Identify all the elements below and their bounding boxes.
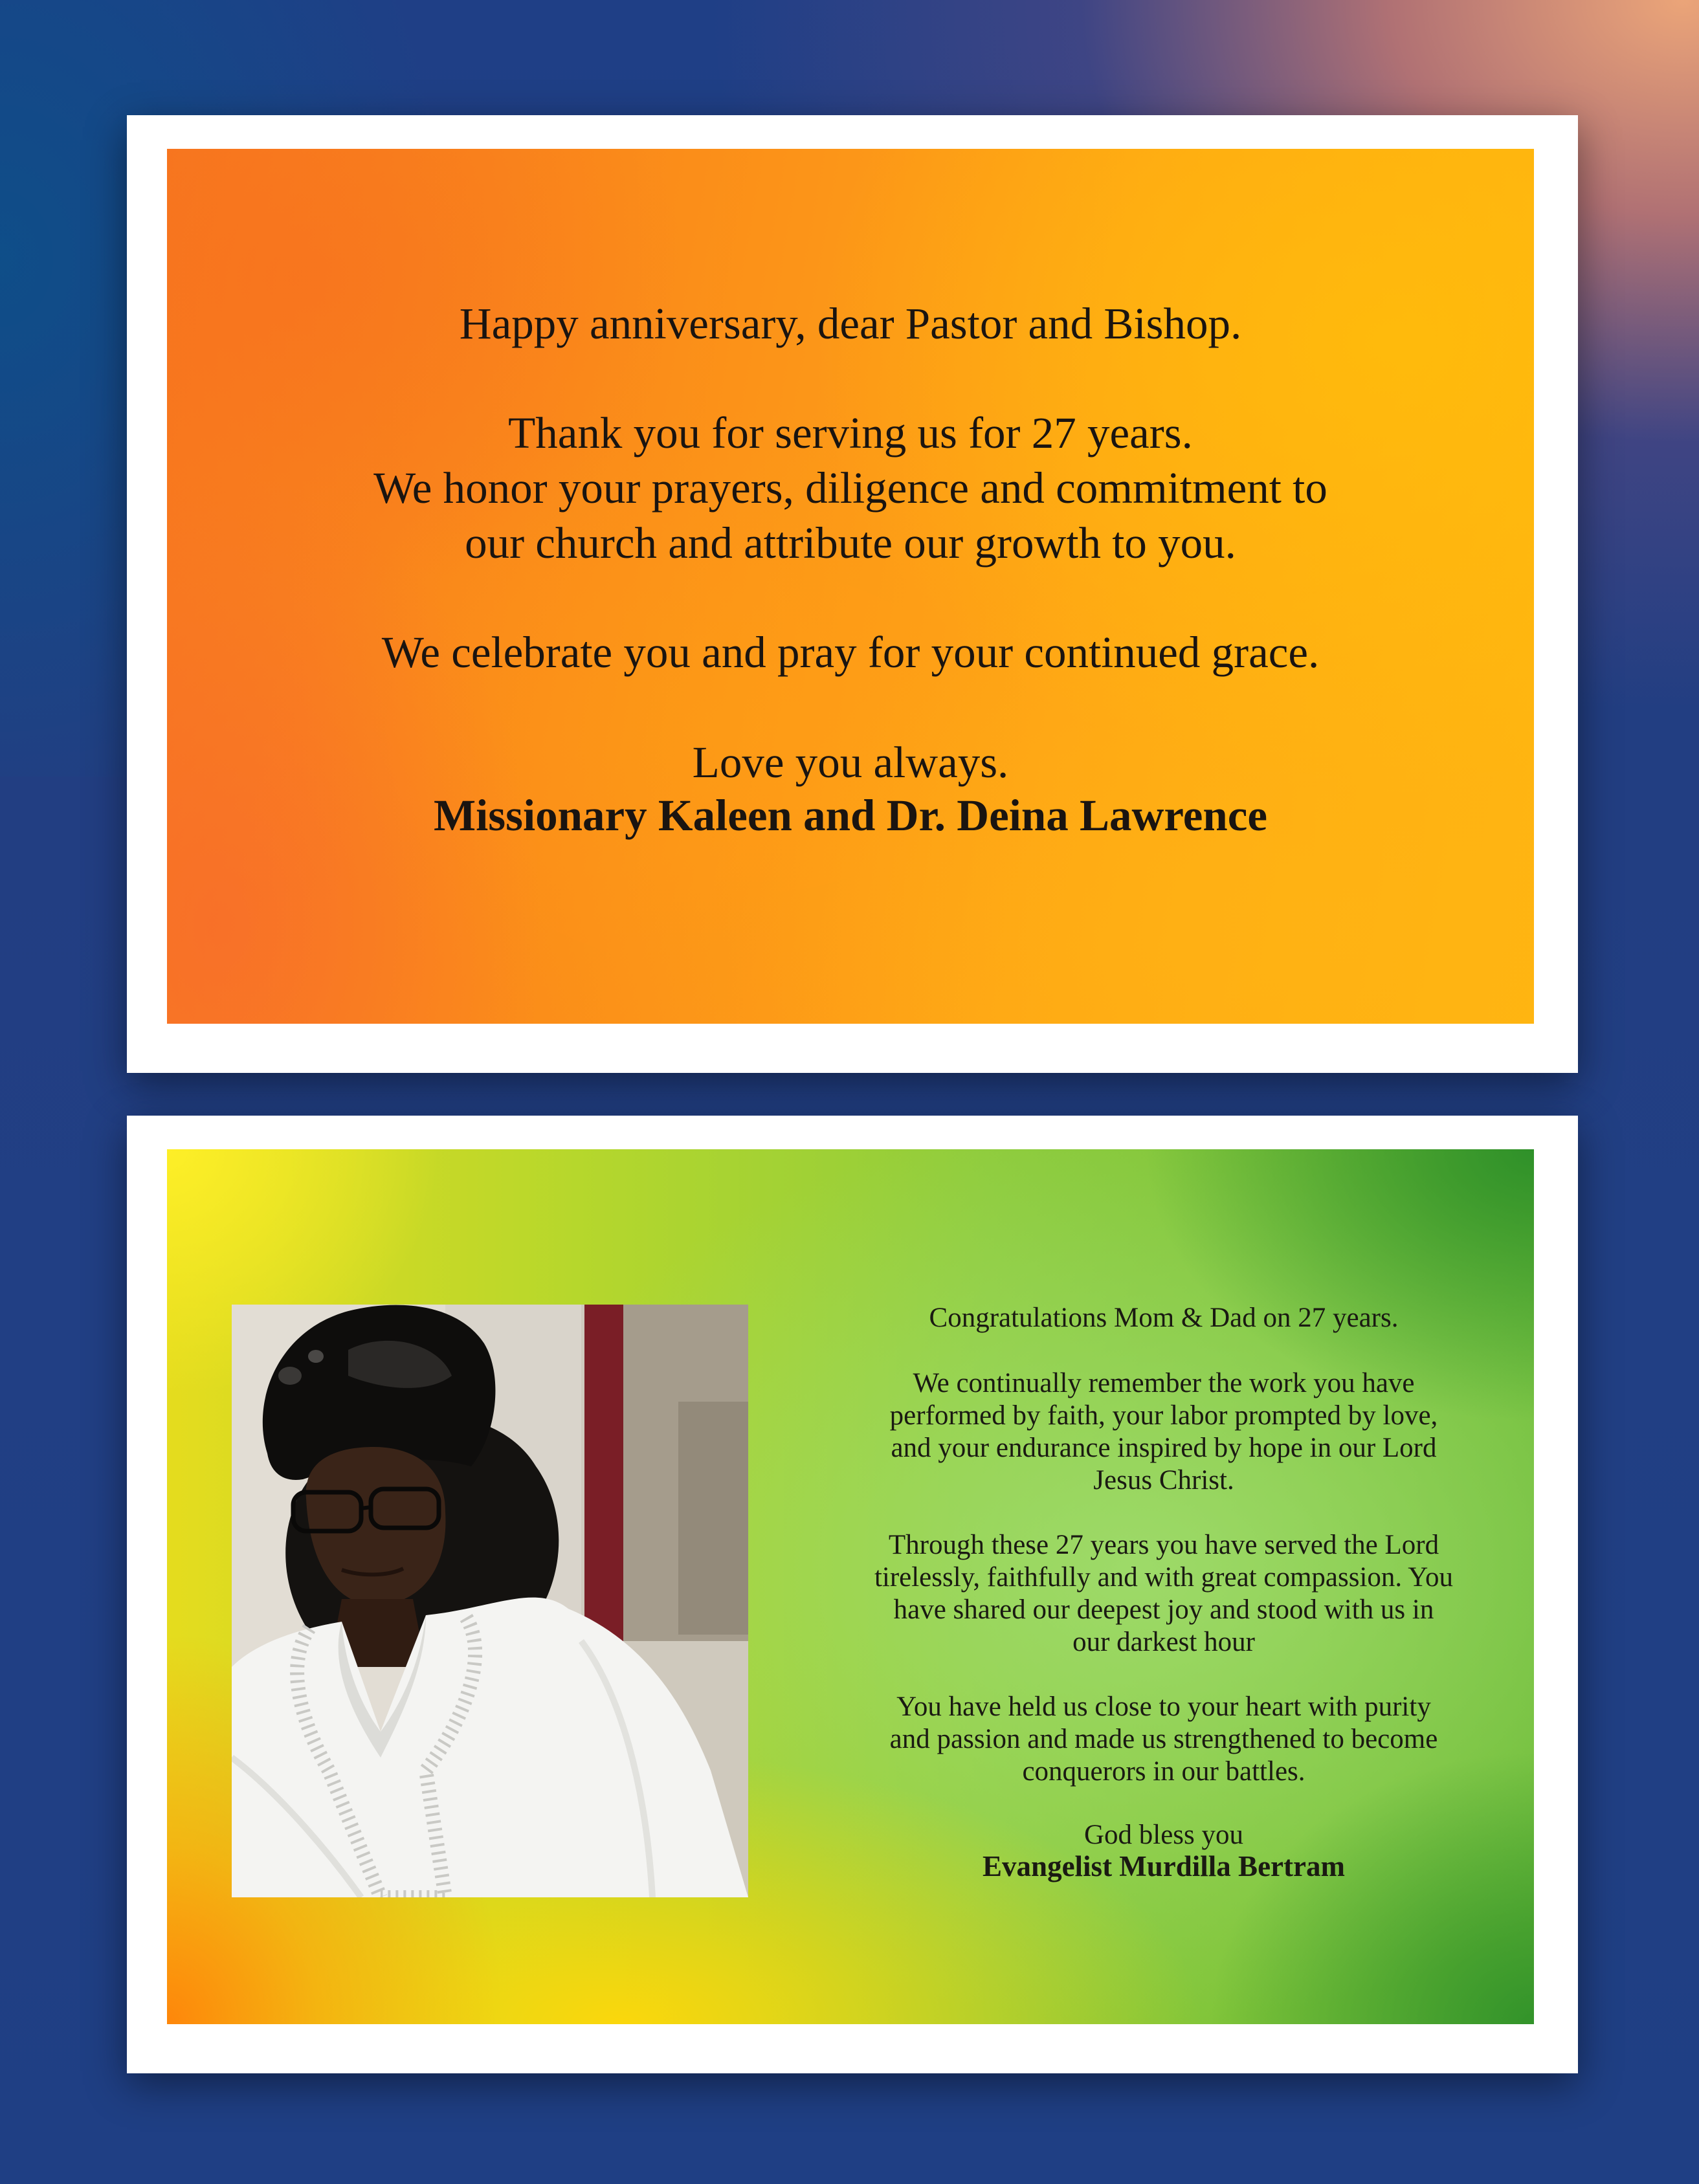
anniversary-card-bottom <box>127 1116 1578 2073</box>
message-line: Congratulations Mom & Dad on 27 years. <box>929 1303 1399 1333</box>
message-line: Love you always. <box>692 738 1009 787</box>
message-line: and passion and made us strengthened to become <box>889 1724 1438 1754</box>
message-line: You have held us close to your heart with purity <box>896 1692 1431 1722</box>
portrait-photo <box>232 1305 748 1897</box>
message-line: conquerors in our battles. <box>1022 1756 1305 1787</box>
message-line: have shared our deepest joy and stood with us in <box>893 1594 1434 1625</box>
message-line: We celebrate you and pray for your continued grace. <box>381 628 1320 677</box>
message-signature: Evangelist Murdilla Bertram <box>983 1850 1345 1882</box>
message-line: We continually remember the work you have <box>913 1368 1415 1398</box>
green-yellow-panel <box>167 1149 1534 2024</box>
message-line: We honor your prayers, diligence and commitment to <box>373 463 1327 513</box>
orange-watercolor-panel <box>167 149 1534 1024</box>
message-line: Through these 27 years you have served the Lord <box>888 1530 1439 1560</box>
message-line: Thank you for serving us for 27 years. <box>508 408 1193 458</box>
anniversary-card-top <box>127 115 1578 1073</box>
message-line: and your endurance inspired by hope in our Lord <box>891 1433 1437 1463</box>
message-line: our darkest hour <box>1072 1627 1255 1657</box>
message-line: God bless you <box>1083 1820 1244 1850</box>
message-line: Jesus Christ. <box>1093 1465 1234 1495</box>
message-line: performed by faith, your labor prompted by love, <box>889 1400 1438 1431</box>
message-line: tirelessly, faithfully and with great compassion. You <box>874 1562 1454 1593</box>
message-line: Happy anniversary, dear Pastor and Bishop. <box>459 299 1242 348</box>
message-line: our church and attribute our growth to you. <box>465 518 1236 568</box>
message-signature: Missionary Kaleen and Dr. Deina Lawrence <box>434 791 1267 840</box>
